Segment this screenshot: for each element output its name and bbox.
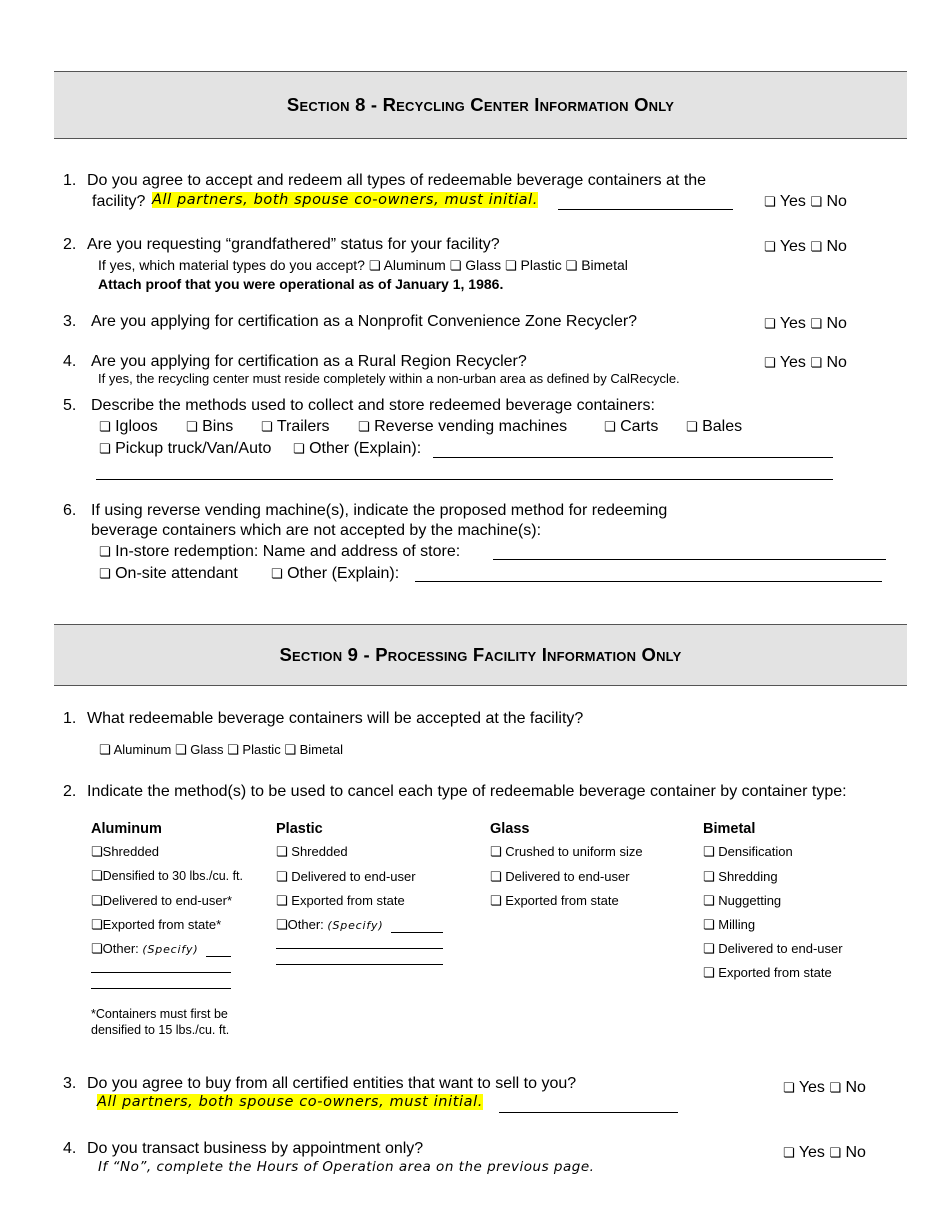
s8-q6-option-instore	[99, 543, 460, 561]
aluminum-delivered-label: Delivered to end-user*	[102, 893, 233, 908]
aluminum-option-densified	[91, 869, 243, 884]
s9-q1-text: What redeemable beverage containers will be accepted at the facility?	[87, 710, 584, 727]
bimetal-exported-checkbox[interactable]: ❏	[703, 966, 715, 981]
s8-q2-aluminum-checkbox[interactable]: ❏	[368, 259, 381, 274]
glass-crushed-label: Crushed to uniform size	[505, 844, 643, 859]
aluminum-exported-label: Exported from state*	[102, 917, 222, 932]
plastic-option-delivered	[276, 869, 416, 885]
aluminum-option-other	[91, 941, 198, 957]
s8-q5-option-reverse-vending	[358, 418, 567, 436]
s8-q6-other-explain-field[interactable]	[415, 581, 882, 582]
bimetal-option-densification	[703, 844, 793, 860]
s8-q6-onsite-checkbox[interactable]: ❏	[99, 567, 111, 582]
bimetal-option-delivered	[703, 941, 843, 957]
s8-q2-yes-no	[764, 238, 847, 256]
glass-option-crushed	[490, 844, 643, 860]
bimetal-milling-label: Milling	[718, 917, 756, 932]
s8-q4-yes-no	[764, 354, 847, 372]
s8-q5-igloos-label: Igloos	[115, 418, 158, 435]
s9-q4-number: 4.	[63, 1140, 77, 1157]
aluminum-footnote-line1: *Containers must first be	[91, 1007, 228, 1021]
s8-q2-text: Are you requesting “grandfathered” status for your facility?	[87, 236, 500, 253]
aluminum-other-field-1[interactable]	[206, 956, 231, 957]
aluminum-option-shredded	[91, 844, 159, 860]
bimetal-option-exported	[703, 965, 832, 981]
s9-q4-no-label: No	[845, 1144, 866, 1161]
aluminum-other-checkbox[interactable]: ❏	[91, 942, 103, 957]
s8-q5-other-label: Other (Explain):	[309, 440, 422, 457]
bimetal-column-heading: Bimetal	[703, 821, 756, 837]
s8-q2-plastic-label: Plastic	[520, 257, 562, 273]
plastic-option-other	[276, 917, 383, 933]
s8-q5-trailers-label: Trailers	[276, 418, 330, 435]
s8-q3-no-checkbox[interactable]: ❏	[810, 317, 823, 332]
plastic-other-field-3[interactable]	[276, 964, 443, 965]
s9-q1-aluminum-label: Aluminum	[113, 742, 172, 757]
bimetal-milling-checkbox[interactable]: ❏	[703, 918, 715, 933]
s8-q5-bins-checkbox[interactable]: ❏	[186, 420, 198, 435]
glass-exported-checkbox[interactable]: ❏	[490, 894, 502, 909]
s8-q2-bimetal-checkbox[interactable]: ❏	[565, 259, 578, 274]
s8-q5-other-explain-line1[interactable]	[433, 457, 833, 458]
s8-q5-pickup-label: Pickup truck/Van/Auto	[115, 440, 272, 457]
section-9-header	[54, 624, 907, 686]
s8-q2-glass-label: Glass	[465, 257, 502, 273]
s8-q2-material-types	[98, 257, 628, 274]
plastic-option-exported	[276, 893, 405, 909]
s8-q6-option-onsite	[99, 565, 238, 583]
s8-q5-carts-label: Carts	[620, 418, 659, 435]
s8-q5-pickup-checkbox[interactable]: ❏	[99, 442, 111, 457]
s8-q1-text-line2: facility?	[92, 193, 146, 210]
plastic-other-specify: (Specify)	[327, 919, 384, 932]
s9-q3-yes-label: Yes	[798, 1079, 825, 1096]
s8-q1-number: 1.	[63, 172, 77, 189]
s8-q1-initial-note: All partners, both spouse co-owners, must initial.	[152, 192, 538, 208]
s9-q3-yes-no	[783, 1079, 866, 1097]
bimetal-option-milling	[703, 917, 755, 933]
s8-q2-bimetal-label: Bimetal	[581, 257, 628, 273]
s9-q4-no-checkbox[interactable]: ❏	[829, 1146, 842, 1161]
plastic-option-shredded	[276, 844, 348, 860]
s9-q3-number: 3.	[63, 1075, 77, 1092]
s9-q3-text: Do you agree to buy from all certified entities that want to sell to you?	[87, 1075, 577, 1092]
bimetal-option-shredding	[703, 869, 778, 885]
bimetal-densification-checkbox[interactable]: ❏	[703, 845, 715, 860]
s8-q5-bales-label: Bales	[702, 418, 743, 435]
plastic-exported-label: Exported from state	[291, 893, 405, 908]
s8-q5-carts-checkbox[interactable]: ❏	[604, 420, 616, 435]
s8-q2-material-prompt: If yes, which material types do you accept?	[98, 257, 365, 273]
s8-q6-onsite-label: On-site attendant	[115, 565, 238, 582]
s8-q6-number: 6.	[63, 502, 77, 519]
s8-q6-text-line1: If using reverse vending machine(s), indicate the proposed method for redeeming	[91, 502, 668, 519]
bimetal-exported-label: Exported from state	[718, 965, 832, 980]
s8-q1-yes-label: Yes	[779, 193, 806, 210]
section-8-header	[54, 71, 907, 139]
s8-q2-glass-checkbox[interactable]: ❏	[449, 259, 462, 274]
s8-q5-option-pickup	[99, 440, 271, 458]
s8-q4-yes-checkbox[interactable]: ❏	[764, 356, 776, 371]
s8-q3-text: Are you applying for certification as a Nonprofit Convenience Zone Recycler?	[91, 313, 638, 330]
s8-q2-no-checkbox[interactable]: ❏	[810, 240, 823, 255]
bimetal-delivered-label: Delivered to end-user	[718, 941, 843, 956]
s9-q2-number: 2.	[63, 783, 77, 800]
plastic-other-field-2[interactable]	[276, 948, 443, 949]
aluminum-exported-checkbox[interactable]: ❏	[91, 918, 103, 933]
s8-q3-no-label: No	[826, 315, 847, 332]
glass-crushed-checkbox[interactable]: ❏	[490, 845, 502, 860]
s8-q5-option-igloos	[99, 418, 158, 436]
s8-q3-number: 3.	[63, 313, 77, 330]
s8-q3-yes-label: Yes	[779, 315, 806, 332]
s8-q2-no-label: No	[826, 238, 847, 255]
s9-q4-yes-label: Yes	[798, 1144, 825, 1161]
s9-q3-no-checkbox[interactable]: ❏	[829, 1081, 842, 1096]
s9-q1-plastic-label: Plastic	[242, 742, 281, 757]
aluminum-column-heading: Aluminum	[91, 821, 162, 837]
s8-q2-aluminum-label: Aluminum	[383, 257, 446, 273]
s8-q6-text-line2: beverage containers which are not accepted by the machine(s):	[91, 522, 542, 539]
bimetal-option-nuggetting	[703, 893, 781, 909]
s8-q1-yes-checkbox[interactable]: ❏	[764, 195, 776, 210]
aluminum-densified-label: Densified to 30 lbs./cu. ft.	[102, 869, 244, 883]
s9-q4-yes-checkbox[interactable]: ❏	[783, 1146, 795, 1161]
s8-q2-yes-label: Yes	[779, 238, 806, 255]
s9-q1-glass-checkbox[interactable]: ❏	[174, 743, 187, 758]
glass-delivered-checkbox[interactable]: ❏	[490, 870, 502, 885]
s8-q5-reverse-vending-label: Reverse vending machines	[374, 418, 568, 435]
s9-q1-glass-label: Glass	[190, 742, 224, 757]
s8-q5-bins-label: Bins	[202, 418, 234, 435]
plastic-delivered-label: Delivered to end-user	[291, 869, 416, 884]
s8-q3-yes-checkbox[interactable]: ❏	[764, 317, 776, 332]
s8-q6-instore-label: In-store redemption: Name and address of store:	[115, 543, 461, 560]
bimetal-densification-label: Densification	[718, 844, 793, 859]
s8-q6-option-other	[271, 565, 399, 583]
s8-q6-other-checkbox[interactable]: ❏	[271, 567, 283, 582]
s9-q3-no-label: No	[845, 1079, 866, 1096]
glass-option-exported	[490, 893, 619, 909]
aluminum-shredded-label: Shredded	[102, 844, 160, 859]
s8-q4-number: 4.	[63, 353, 77, 370]
s8-q5-reverse-vending-checkbox[interactable]: ❏	[358, 420, 370, 435]
s9-q4-text: Do you transact business by appointment only?	[87, 1140, 424, 1157]
aluminum-option-exported	[91, 917, 221, 933]
s8-q5-option-trailers	[261, 418, 330, 436]
aluminum-option-delivered	[91, 893, 232, 909]
s9-q1-number: 1.	[63, 710, 77, 727]
s8-q1-initial-field[interactable]	[558, 209, 733, 210]
s8-q4-no-checkbox[interactable]: ❏	[810, 356, 823, 371]
s9-q1-aluminum-checkbox[interactable]: ❏	[99, 743, 111, 758]
s9-q1-options	[99, 742, 343, 758]
bimetal-nuggetting-checkbox[interactable]: ❏	[703, 894, 715, 909]
aluminum-densified-checkbox[interactable]: ❏	[91, 869, 103, 884]
s8-q5-other-checkbox[interactable]: ❏	[293, 442, 305, 457]
s8-q4-note: If yes, the recycling center must reside completely within a non-urban area as defined by CalRecycle.	[98, 371, 680, 386]
s8-q5-bales-checkbox[interactable]: ❏	[686, 420, 698, 435]
s8-q4-yes-label: Yes	[779, 354, 806, 371]
s8-q2-attach-proof: Attach proof that you were operational as of January 1, 1986.	[98, 276, 504, 292]
s9-q1-plastic-checkbox[interactable]: ❏	[227, 743, 239, 758]
s8-q6-instore-checkbox[interactable]: ❏	[99, 545, 111, 560]
s9-q1-bimetal-checkbox[interactable]: ❏	[284, 743, 296, 758]
s9-q2-text: Indicate the method(s) to be used to cancel each type of redeemable beverage container by container type:	[87, 783, 847, 800]
s9-q4-note: If “No”, complete the Hours of Operation area on the previous page.	[98, 1159, 595, 1175]
section-8-title: Section 8 - Recycling Center Information Only	[286, 94, 675, 115]
s8-q4-no-label: No	[826, 354, 847, 371]
s8-q1-yes-no	[764, 193, 847, 211]
glass-exported-label: Exported from state	[505, 893, 619, 908]
plastic-other-checkbox[interactable]: ❏	[276, 918, 288, 933]
aluminum-footnote-line2: densified to 15 lbs./cu. ft.	[91, 1023, 230, 1037]
aluminum-other-specify: (Specify)	[142, 943, 199, 956]
plastic-shredded-checkbox[interactable]: ❏	[276, 845, 288, 860]
aluminum-delivered-checkbox[interactable]: ❏	[91, 894, 103, 909]
s9-q3-initial-field[interactable]	[499, 1112, 678, 1113]
s8-q1-text-line1: Do you agree to accept and redeem all types of redeemable beverage containers at the	[87, 172, 707, 189]
s8-q2-plastic-checkbox[interactable]: ❏	[504, 259, 517, 274]
s8-q2-number: 2.	[63, 236, 77, 253]
s8-q5-text: Describe the methods used to collect and store redeemed beverage containers:	[91, 397, 655, 414]
bimetal-shredding-label: Shredding	[718, 869, 778, 884]
s8-q5-igloos-checkbox[interactable]: ❏	[99, 420, 111, 435]
s8-q5-option-bins	[186, 418, 233, 436]
s9-q4-yes-no	[783, 1144, 866, 1162]
s8-q5-number: 5.	[63, 397, 77, 414]
plastic-delivered-checkbox[interactable]: ❏	[276, 870, 288, 885]
s8-q6-other-label: Other (Explain):	[287, 565, 400, 582]
aluminum-other-label: Other:	[102, 941, 139, 956]
s8-q2-yes-checkbox[interactable]: ❏	[764, 240, 776, 255]
s8-q4-text: Are you applying for certification as a Rural Region Recycler?	[91, 353, 527, 370]
plastic-column-heading: Plastic	[276, 821, 323, 837]
plastic-exported-checkbox[interactable]: ❏	[276, 894, 288, 909]
s9-q3-initial-note: All partners, both spouse co-owners, must initial.	[97, 1094, 483, 1110]
bimetal-shredding-checkbox[interactable]: ❏	[703, 870, 715, 885]
bimetal-nuggetting-label: Nuggetting	[718, 893, 782, 908]
s8-q5-option-bales	[686, 418, 742, 436]
aluminum-other-field-3[interactable]	[91, 988, 231, 989]
s8-q5-trailers-checkbox[interactable]: ❏	[261, 420, 273, 435]
aluminum-shredded-checkbox[interactable]: ❏	[91, 845, 103, 860]
s8-q5-option-carts	[604, 418, 658, 436]
plastic-other-label: Other:	[287, 917, 324, 932]
s8-q1-no-checkbox[interactable]: ❏	[810, 195, 823, 210]
s9-q3-yes-checkbox[interactable]: ❏	[783, 1081, 795, 1096]
s8-q1-no-label: No	[826, 193, 847, 210]
s8-q5-other-explain-line2[interactable]	[96, 479, 833, 480]
glass-delivered-label: Delivered to end-user	[505, 869, 630, 884]
s8-q5-option-other	[293, 440, 421, 458]
s8-q3-yes-no	[764, 315, 847, 333]
glass-column-heading: Glass	[490, 821, 530, 837]
plastic-other-field-1[interactable]	[391, 932, 443, 933]
bimetal-delivered-checkbox[interactable]: ❏	[703, 942, 715, 957]
glass-option-delivered	[490, 869, 630, 885]
s8-q6-instore-field[interactable]	[493, 559, 886, 560]
s9-q1-bimetal-label: Bimetal	[299, 742, 343, 757]
section-9-title: Section 9 - Processing Facility Information Only	[279, 644, 682, 665]
plastic-shredded-label: Shredded	[291, 844, 348, 859]
aluminum-other-field-2[interactable]	[91, 972, 231, 973]
